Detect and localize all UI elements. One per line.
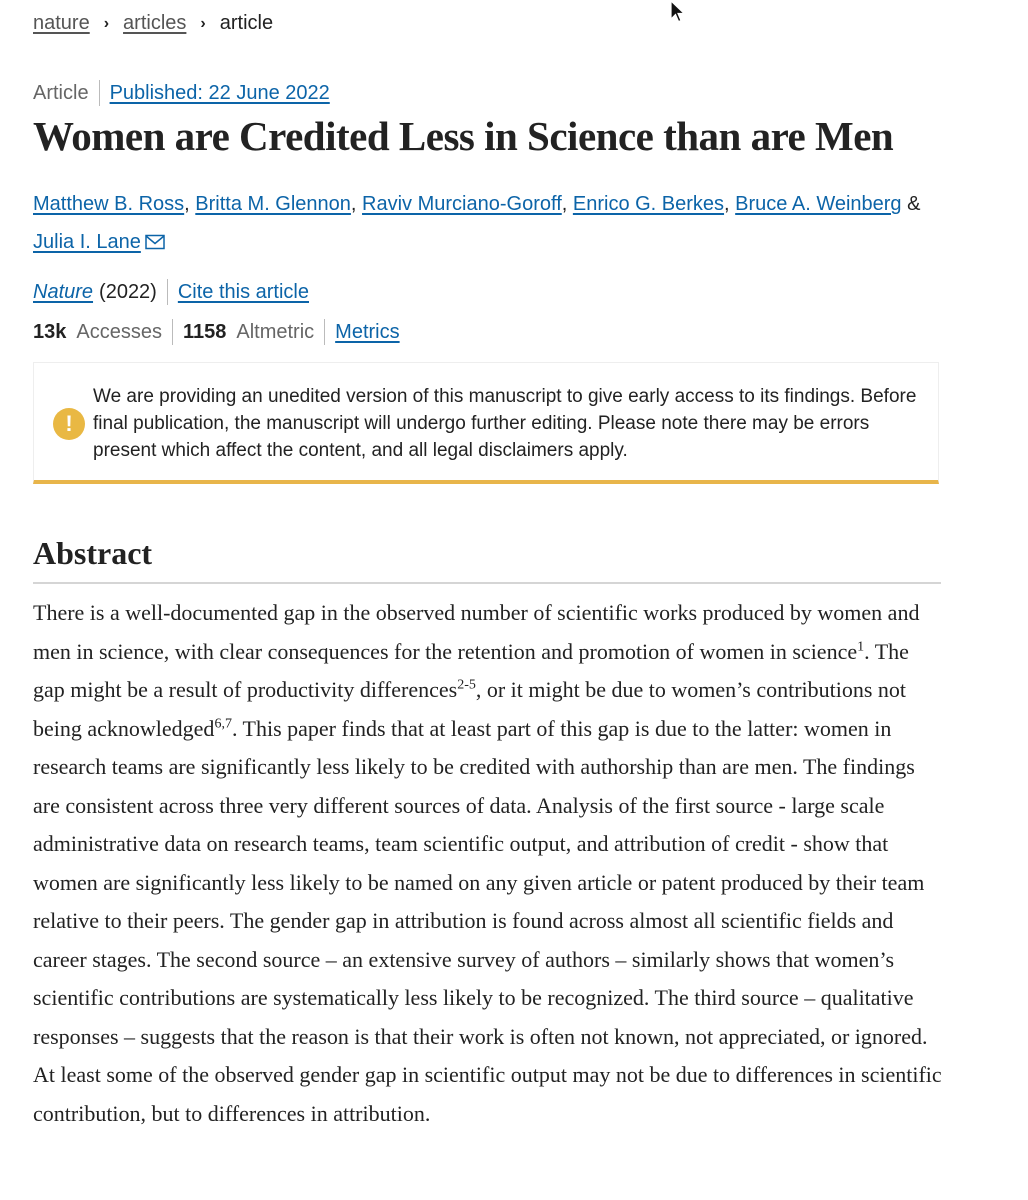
abstract-segment: . This paper finds that at least part of this gap is due to the latter: women in research teams are significantly less likely to be credited with authorship than are men. The findings are consistent across three very different sources of data. Analysis of the first source - large scale administrative data on research teams, team scientific output, and attribution of credit - show that women are significantly less likely to be named on any given article or patent produced by their team relative to their peers. The gender gap in attribution is found across almost all scientific fields and career stages. The second source – an extensive survey of authors – similarly shows that women’s scientific contributions are systematically less likely to be recognized. The third source – qualitative responses – suggests that the reason is that their work is often not known, not appreciated, or ignored. At least some of the observed gender gap in scientific output may not be due to differences in scientific contribution, but to differences in attribution.	[33, 715, 942, 1126]
author-link[interactable]: Bruce A. Weinberg	[735, 193, 902, 215]
mail-icon[interactable]	[145, 234, 165, 250]
reference-link[interactable]: 6,7	[214, 716, 232, 732]
metrics-link[interactable]: Metrics	[335, 320, 400, 343]
cite-article-link[interactable]: Cite this article	[177, 280, 309, 303]
article-meta	[33, 80, 330, 106]
author-list: Matthew B. Ross, Britta M. Glennon, Raviv Murciano-Goroff, Enrico G. Berkes, Bruce A. Weinberg & Julia I. Lane	[33, 193, 921, 253]
divider	[324, 319, 325, 345]
author-link[interactable]: Matthew B. Ross	[33, 193, 185, 215]
author-link[interactable]: Raviv Murciano-Goroff	[362, 193, 562, 215]
abstract-segment: , or it might be due to women’s contributions not being acknowledged	[33, 677, 907, 741]
chevron-right-icon: ›	[200, 14, 206, 32]
journal-year: (2022)	[99, 280, 157, 303]
article-title: Women are Credited Less in Science than are Men	[33, 113, 894, 159]
breadcrumb-current: article	[219, 12, 274, 34]
reference-link[interactable]: 2-5	[457, 677, 476, 693]
author-link[interactable]: Britta M. Glennon	[195, 193, 351, 215]
divider	[172, 319, 173, 345]
divider	[167, 279, 168, 305]
exclamation-icon: !	[53, 408, 85, 440]
chevron-right-icon: ›	[103, 14, 110, 32]
author-link[interactable]: Julia I. Lane	[33, 231, 141, 253]
notice-text: We are providing an unedited version of this manuscript to give early access to its findings. Before final publication, the manuscript will undergo further editing. Please note there may be errors present which affect the content, and all legal disclaimers apply.	[93, 386, 917, 461]
mouse-cursor-icon	[670, 0, 686, 24]
abstract-segment: . The gap might be a result of productivity differences	[33, 638, 909, 702]
journal-line	[33, 279, 309, 305]
breadcrumb	[33, 12, 273, 35]
article-type: Article	[33, 81, 89, 104]
article-stats	[33, 319, 400, 345]
abstract-text	[33, 594, 945, 1133]
divider	[99, 80, 100, 106]
author-conjunction: &	[907, 193, 921, 215]
altmetric-label: Altmetric	[236, 320, 315, 343]
breadcrumb-articles[interactable]: articles	[123, 12, 187, 34]
abstract-segment: There is a well-documented gap in the observed number of scientific works produced by women and men in science, with clear consequences for the retention and promotion of women in science	[33, 600, 920, 664]
abstract-heading: Abstract	[33, 535, 153, 571]
author-link[interactable]: Enrico G. Berkes	[572, 193, 725, 215]
altmetric-count: 1158	[182, 320, 227, 343]
accesses-label: Accesses	[76, 320, 162, 343]
breadcrumb-nature[interactable]: nature	[33, 12, 90, 34]
divider	[33, 582, 941, 584]
journal-link[interactable]: Nature	[33, 280, 94, 303]
reference-link[interactable]: 1	[857, 639, 865, 655]
unedited-manuscript-notice	[33, 362, 939, 484]
accesses-count: 13k	[33, 320, 67, 343]
published-date-link[interactable]: Published: 22 June 2022	[109, 81, 330, 104]
